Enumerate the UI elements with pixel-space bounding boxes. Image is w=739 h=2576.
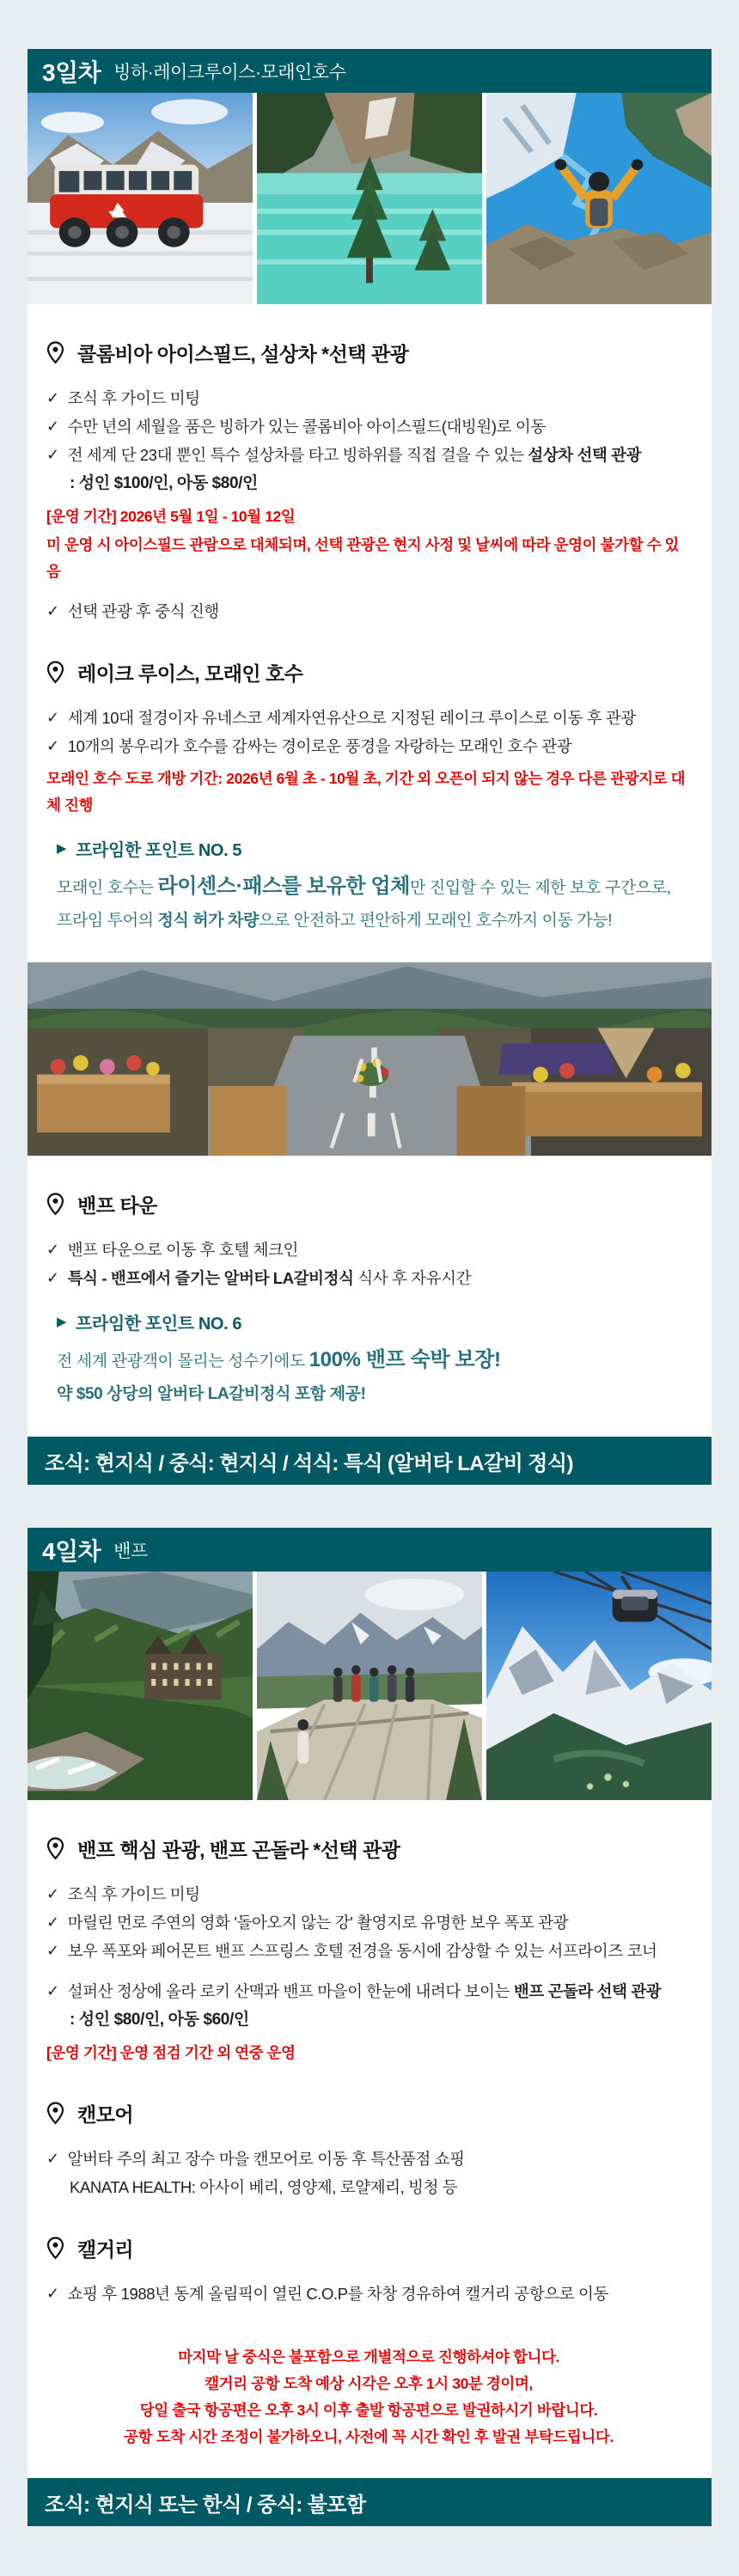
bullet-item: [46, 1236, 691, 1264]
operation-period-note: [운영 기간] 운영 점검 기간 외 연중 운영: [46, 2044, 296, 2062]
bullet-item: [46, 1937, 691, 1965]
airport-notice-block: [46, 2344, 691, 2451]
bullet-item: [46, 1880, 691, 1908]
location-pin-icon: [46, 661, 64, 684]
location-pin-icon: [46, 341, 64, 364]
bullet-item: [46, 412, 691, 441]
check-icon: ✓: [46, 389, 59, 406]
day4-subtitle: 밴프: [113, 1541, 148, 1561]
prime-point-text: 전 세계 관광객이 몰리는 성수기에도 100% 밴프 숙박 보장! 약 $50 상당의 알버타 LA갈비정식 포함 제공!: [57, 1347, 501, 1403]
check-icon: ✓: [46, 1268, 59, 1286]
bullet-item: [46, 597, 691, 626]
check-icon: ✓: [46, 602, 59, 620]
price-line: : 성인 $80/인, 아동 $60/인: [70, 2011, 249, 2030]
bullet-item: [46, 1908, 691, 1937]
bullet-text: 마릴린 먼로 주연의 영화 '돌아오지 않는 강' 촬영지로 유명한 보우 폭포 관광: [67, 1914, 569, 1932]
section-title-text: 밴프 핵심 관광, 밴프 곤돌라 *선택 관광: [77, 1839, 400, 1862]
section-title-canmore: [46, 2099, 691, 2127]
check-icon: ✓: [46, 418, 59, 435]
section-title-text: 밴프 타운: [77, 1193, 157, 1217]
photo-moraine-lake-traveler: [486, 93, 712, 304]
bullet-item: [46, 1264, 691, 1292]
bullet-text: 선택 관광 후 중식 진행: [67, 602, 219, 620]
prime-point-title: [57, 836, 691, 861]
shop-items-line: KANATA HEALTH: 아사이 베리, 영양제, 로얄제리, 빙청 등: [70, 2178, 458, 2197]
bullet-item: [46, 732, 691, 760]
check-icon: ✓: [46, 1240, 59, 1258]
section-title-text: 캘거리: [77, 2238, 134, 2262]
day4-label: 4일차: [42, 1537, 101, 1565]
section-title-banff-core-gondola: [46, 1834, 691, 1863]
section-title-lake-louise-moraine: [46, 658, 691, 687]
check-icon: ✓: [46, 2150, 59, 2168]
section-title-text: 콜롬비아 아이스필드, 설상차 *선택 관광: [77, 343, 409, 365]
check-icon: ✓: [46, 446, 59, 463]
prime-point-title-text: 프라임한 포인트 NO. 6: [76, 1314, 242, 1334]
bullet-text: 전 세계 단 23대 뿐인 특수 설상차를 타고 빙하위를 직접 걸을 수 있는 설상차 선택 관광: [67, 446, 642, 464]
bullet-item: [46, 441, 691, 469]
bullet-item: [46, 1977, 691, 2005]
section-title-text: 레이크 루이스, 모래인 호수: [77, 662, 303, 685]
bullet-text: 세계 10대 절경이자 유네스코 세계자연유산으로 지정된 레이크 루이스로 이동 후 관광: [67, 709, 636, 727]
photo-banff-gondola: [486, 1572, 712, 1800]
day3-photo-row: [27, 93, 712, 304]
road-open-period-note: 모래인 호수 도로 개방 기간: 2026년 6월 초 - 10월 초, 기간 외 오픈이 되지 않는 경우 다른 관광지로 대체 진행: [46, 770, 686, 814]
prime-point-title-text: 프라임한 포인트 NO. 5: [76, 841, 242, 860]
bullet-text: 수만 년의 세월을 품은 빙하가 있는 콜롬비아 아이스필드(대빙원)로 이동: [67, 418, 546, 436]
day3-subtitle: 빙하·레이크루이스·모래인호수: [113, 62, 346, 82]
day3-meal-summary-bar: 조식: 현지식 / 중식: 현지식 / 석식: 특식 (알버타 LA갈비 정식): [27, 1437, 712, 1485]
day3-body: [27, 304, 712, 937]
bullet-item: [46, 2280, 691, 2308]
notice-line: 캘거리 공항 도착 예상 시각은 오후 1시 30분 경이며,: [205, 2375, 533, 2393]
bullet-text: 알버타 주의 최고 장수 마을 캔모어로 이동 후 특산품점 쇼핑: [67, 2150, 465, 2169]
check-icon: ✓: [46, 1914, 59, 1932]
bullet-item: [46, 704, 691, 732]
bullet-text: 특식 - 밴프에서 즐기는 알버타 LA갈비정식 식사 후 자유시간: [67, 1268, 472, 1287]
section-title-banff-town: [46, 1190, 691, 1218]
day4-card: [27, 1528, 712, 2526]
day3-body-2: [27, 1156, 712, 1410]
bullet-text: 설퍼산 정상에 올라 로키 산맥과 밴프 마을이 한눈에 내려다 보이는 밴프 곤돌라 선택 관광: [67, 1982, 662, 2001]
triangle-marker-icon: ▶: [57, 841, 67, 856]
bullet-text: 밴프 타운으로 이동 후 호텔 체크인: [67, 1240, 298, 1259]
notice-line: 당일 출국 항공편은 오후 3시 이후 출발 항공편으로 발권하시기 바랍니다.: [139, 2402, 598, 2420]
operation-warning-note: 미 운영 시 아이스필드 관람으로 대체되며, 선택 관광은 현지 사정 및 날씨에 따라 운영이 불가할 수 있음: [46, 536, 680, 580]
section-title-columbia-icefield: [46, 339, 691, 367]
bullet-text: 조식 후 가이드 미팅: [67, 1885, 200, 1904]
day4-meal-summary-bar: 조식: 현지식 또는 한식 / 중식: 불포함: [27, 2478, 712, 2526]
prime-point-title: [57, 1309, 691, 1334]
photo-lake-louise: [257, 93, 482, 304]
bullet-item: [46, 2145, 691, 2173]
prime-point-5: [57, 836, 691, 937]
check-icon: ✓: [46, 1885, 59, 1903]
notice-line: 공항 도착 시간 조정이 불가하오니, 사전에 꼭 시간 확인 후 발권 부탁드립니다.: [124, 2428, 614, 2446]
location-pin-icon: [46, 1837, 64, 1860]
bullet-text: 보우 폭포와 페어몬트 밴프 스프링스 호텔 전경을 동시에 감상할 수 있는 서프라이즈 코너: [67, 1942, 657, 1961]
check-icon: ✓: [46, 1982, 59, 2000]
prime-point-text: 모래인 호수는 라이센스·패스를 보유한 업체만 진입할 수 있는 제한 보호 구간으로, 프라임 투어의 정식 허가 차량으로 안전하고 편안하게 모래인 호수까지 이동 가능!: [57, 875, 671, 931]
day3-card: [27, 49, 712, 1485]
triangle-marker-icon: ▶: [57, 1314, 67, 1329]
bullet-text: 10개의 봉우리가 호수를 감싸는 경이로운 풍경을 자랑하는 모래인 호수 관광: [67, 737, 572, 755]
check-icon: ✓: [46, 2285, 59, 2303]
location-pin-icon: [46, 2237, 64, 2260]
photo-sulphur-mountain-observation-deck: [257, 1572, 482, 1800]
section-title-text: 캔모어: [77, 2103, 134, 2127]
check-icon: ✓: [46, 737, 59, 754]
prime-point-6: [57, 1309, 691, 1410]
bullet-text: 쇼핑 후 1988년 동계 올림픽이 열린 C.O.P를 차창 경유하여 캘거리 공항으로 이동: [67, 2285, 608, 2304]
day4-photo-row: [27, 1572, 712, 1800]
photo-bow-valley-fairmont-hotel: [27, 1572, 253, 1800]
location-pin-icon: [46, 2102, 64, 2125]
day3-header: [27, 49, 712, 93]
operation-period-note: [운영 기간] 2026년 5월 1일 - 10월 12일: [46, 508, 296, 525]
day4-body: [27, 1800, 712, 2451]
day3-label: 3일차: [42, 58, 101, 86]
notice-line: 마지막 날 중식은 불포함으로 개별적으로 진행하셔야 합니다.: [178, 2348, 559, 2366]
photo-banff-avenue-street: [27, 962, 712, 1156]
photo-ice-explorer-snow-coach: [27, 93, 253, 304]
price-line: : 성인 $100/인, 아동 $80/인: [70, 474, 258, 492]
day4-header: [27, 1528, 712, 1572]
section-title-calgary: [46, 2234, 691, 2262]
location-pin-icon: [46, 1193, 64, 1216]
bullet-item: [46, 384, 691, 412]
check-icon: ✓: [46, 709, 59, 726]
check-icon: ✓: [46, 1942, 59, 1960]
bullet-text: 조식 후 가이드 미팅: [67, 389, 200, 407]
